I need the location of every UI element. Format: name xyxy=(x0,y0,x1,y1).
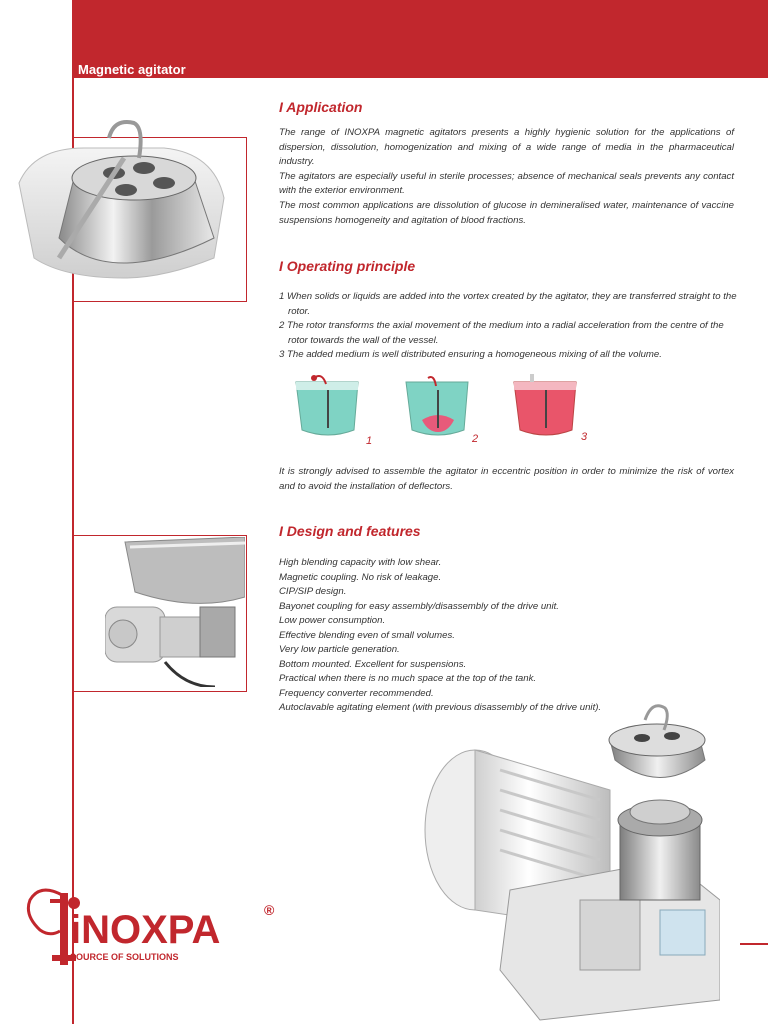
feature-item: Bayonet coupling for easy assembly/disassembly of the drive unit. xyxy=(279,600,559,612)
inoxpa-logo xyxy=(20,875,290,970)
application-paragraph: The most common applications are dissolution of glucose in demineralised water, maintenance of vaccine suspensions homogeneity and agitation of blood fractions. xyxy=(279,199,734,226)
logo-tagline: SOURCE OF SOLUTIONS xyxy=(70,952,179,962)
application-heading: I Application xyxy=(279,99,363,115)
feature-item: Practical when there is no much space at the top of the tank. xyxy=(279,673,537,684)
application-paragraph: The range of INOXPA magnetic agitators presents a highly hygienic solution for the applications of dispersion, dissolution, homogenization and mixing of a wide range of media in the pharmaceutical industry. xyxy=(279,127,734,168)
application-paragraph: The agitators are especially useful in sterile processes; absence of mechanical seals prevents any contact with the exterior environment. xyxy=(279,170,734,197)
vessel-step-2-image xyxy=(402,370,474,440)
feature-item: Effective blending even of small volumes. xyxy=(279,629,455,641)
page-title: Magnetic agitator xyxy=(78,62,186,77)
feature-item: Bottom mounted. Excellent for suspensions. xyxy=(279,658,467,670)
features-list xyxy=(279,556,601,716)
tank-motor-image xyxy=(105,537,245,687)
operating-heading: I Operating principle xyxy=(279,258,416,274)
logo-wordmark: iNOXPA xyxy=(70,908,221,952)
feature-item: Autoclavable agitating element (with previous disassembly of the drive unit). xyxy=(279,702,602,713)
feature-item: Very low particle generation. xyxy=(279,644,400,655)
operating-list xyxy=(279,290,739,363)
design-heading: I Design and features xyxy=(279,523,421,539)
operating-item: 2 The rotor transforms the axial movement of the medium into a radial acceleration from the centre of the rotor towards the wall of the vessel. xyxy=(279,320,724,346)
feature-item: High blending capacity with low shear. xyxy=(279,557,442,568)
application-text xyxy=(279,126,734,228)
feature-item: Magnetic coupling. No risk of leakage. xyxy=(279,571,442,583)
operating-item: 1 When solids or liquids are added into the vortex created by the agitator, they are transferred straight to the rotor. xyxy=(279,291,737,317)
logo-registered: ® xyxy=(264,902,275,918)
step-number: 3 xyxy=(581,431,588,443)
step-number: 1 xyxy=(366,435,373,447)
agitator-head-image xyxy=(14,118,234,288)
feature-item: Frequency converter recommended. xyxy=(279,687,434,699)
agitator-motor-image xyxy=(420,700,720,1024)
accent-rule xyxy=(740,943,768,945)
logo-mark xyxy=(20,875,290,965)
feature-item: CIP/SIP design. xyxy=(279,586,347,597)
feature-item: Low power consumption. xyxy=(279,615,386,626)
vessel-step-3-image xyxy=(510,370,582,440)
vessel-step-1-image xyxy=(292,370,364,440)
step-number: 2 xyxy=(472,433,479,445)
header-banner xyxy=(72,0,768,78)
operating-advice: It is strongly advised to assemble the agitator in eccentric position in order to minimize the risk of vortex and to avoid the installation of deflectors. xyxy=(279,466,734,492)
operating-item: 3 The added medium is well distributed ensuring a homogeneous mixing of all the volume. xyxy=(279,349,662,361)
